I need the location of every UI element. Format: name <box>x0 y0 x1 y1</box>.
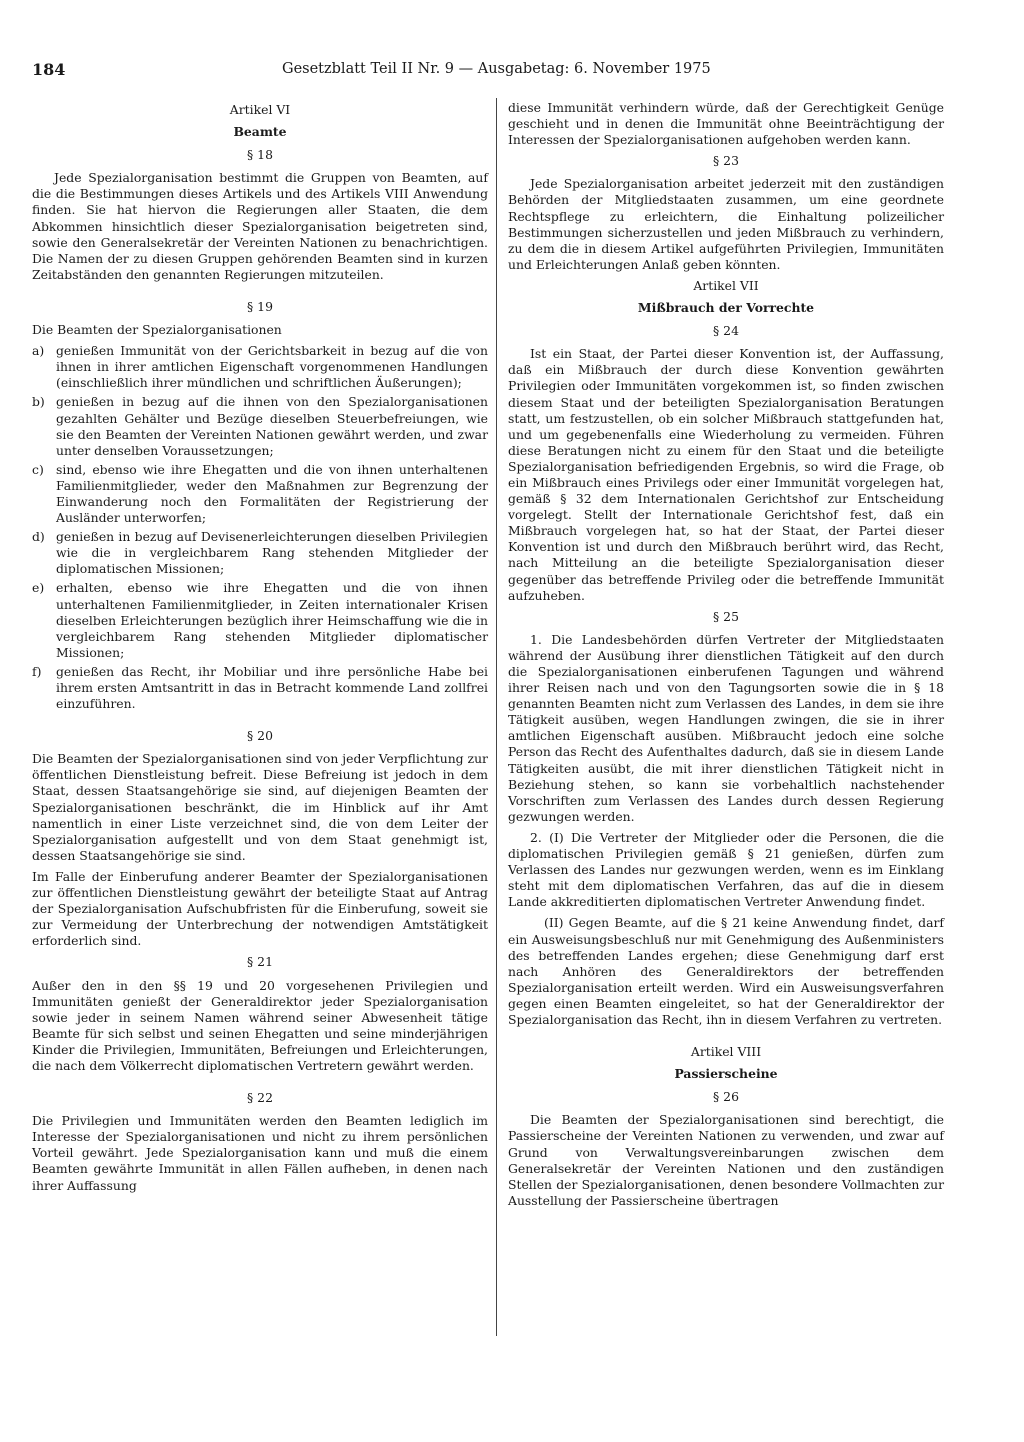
article-6-title: Beamte <box>233 124 287 140</box>
section-22-heading: § 22 <box>247 1090 273 1106</box>
section-20-paragraph-2: Im Falle der Einberufung anderer Beamter der Spezialorganisationen zur öffentlichen Dienstleistung gewährt der beteiligte Staat auf Antrag der Spezialorganisation Aufschubfristen für die Einberufung, soweit sie zur Vermeidung der Unterbrechung der notwendigen Amtstätigkeit erforderlich sind. <box>32 868 488 949</box>
section-20-heading: § 20 <box>247 728 273 744</box>
section-25-heading: § 25 <box>713 608 739 624</box>
list-item-text: genießen das Recht, ihr Mobiliar und ihre persönliche Habe bei ihrem ersten Amtsantritt in das in Betracht kommende Land zollfrei einzuführen. <box>56 663 488 712</box>
article-7-heading: Artikel VII <box>693 277 759 293</box>
section-23-heading: § 23 <box>713 153 739 169</box>
section-19-heading: § 19 <box>247 298 273 314</box>
list-item-label: c) <box>32 461 44 477</box>
list-item <box>32 462 488 526</box>
list-item <box>32 664 488 712</box>
section-24-heading: § 24 <box>713 323 739 339</box>
list-item <box>32 529 488 577</box>
article-8-title: Passierscheine <box>674 1066 778 1082</box>
section-25-paragraph-1: 1. Die Landesbehörden dürfen Vertreter der Mitgliedstaaten während der Ausübung ihrer dienstlichen Tätigkeit auf den durch die Spezialorganisationen einberufenen Tagungen und während ihrer Reisen nach und von den Tagungsorten sowie die in § 18 genannten Beamten nicht zum Verlassen des Landes, in dem sie ihre Tätigkeit ausüben, wegen Handlungen zwingen, die sie in ihrer amtlichen Eigenschaft ausüben. Mißbraucht jedoch eine solche Person das Recht des Aufenthaltes dadurch, daß sie in diesem Lande Tätigkeiten ausübt, die mit ihrer dienstlichen Tätigkeit nicht in Beziehung stehen, so kann sie vorbehaltlich nachstehender Vorschriften zum Verlassen des Landes durch dessen Regierung gezwungen werden. <box>508 631 944 824</box>
list-item-label: d) <box>32 529 45 545</box>
list-item-label: b) <box>32 394 45 410</box>
page-header <box>32 60 952 86</box>
section-22-text: Die Privilegien und Immunitäten werden den Beamten lediglich im Interesse der Spezialorganisationen und nicht zu ihrem persönlichen Vorteil gewährt. Jede Spezialorganisation kann und muß die einem Beamten gewährte Immunität in allen Fällen aufheben, in denen nach ihrer Auffassung <box>32 1113 488 1193</box>
list-item <box>32 343 488 391</box>
article-7-title: Mißbrauch der Vorrechte <box>637 300 815 316</box>
section-24-text: Ist ein Staat, der Partei dieser Konvention ist, der Auffassung, daß ein Mißbrauch der durch diese Konvention gewährten Privilegien oder Immunitäten vorgekommen ist, so finden zwischen diesem Staat und der beteiligten Spezialorganisation Beratungen statt, um festzustellen, ob ein solcher Mißbrauch stattgefunden hat, und um gegebenenfalls eine Wiederholung zu vermeiden. Führen diese Beratungen nicht zu einem für den Staat und die beteiligte Spezialorganisation befriedigenden Ergebnis, so wird die Frage, ob ein Mißbrauch eines Privilegs oder einer Immunität vorgelegen hat, gemäß § 32 dem Internationalen Gerichtshof zur Entscheidung vorgelegt. Stellt der Internationale Gerichtshof fest, daß ein Mißbrauch vorgelegen hat, so hat der Staat, der Partei dieser Konvention ist und durch den Mißbrauch berührt wird, das Recht, nach Mitteilung an die beteiligte Spezialorganisation dieser gegenüber das betreffende Privileg oder die betreffende Immunität aufzuheben. <box>508 346 944 603</box>
left-column <box>32 100 488 1199</box>
section-26-heading: § 26 <box>713 1089 739 1105</box>
list-item-text: sind, ebenso wie ihre Ehegatten und die von ihnen unterhaltenen Familienmitglieder, weder den Maßnahmen zur Begrenzung der Einwanderung noch den Formalitäten der Registrierung der Ausländer unterworfen; <box>56 461 488 526</box>
list-item-label: a) <box>32 343 45 359</box>
section-23-text: Jede Spezialorganisation arbeitet jederzeit mit den zuständigen Behörden der Mitgliedstaaten zusammen, um eine geordnete Rechtspflege zu erleichtern, die Einhaltung polizeilicher Bestimmungen sicherzustellen und jeden Mißbrauch zu verhindern, zu dem die in diesem Artikel aufgeführten Privilegien, Immunitäten und Erleichterungen Anlaß geben könnten. <box>508 176 944 272</box>
section-25-paragraph-3: (II) Gegen Beamte, auf die § 21 keine Anwendung findet, darf ein Ausweisungsbeschluß nur mit Genehmigung des Außenministers des betreffenden Landes ergehen; diese Genehmigung darf erst nach Anhören des Generaldirektors der betreffenden Spezialorganisation erteilt werden. Wird ein Ausweisungsverfahren gegen einen Beamten eingeleitet, so hat der Generaldirektor der Spezialorganisation das Recht, ihn in diesem Verfahren zu vertreten. <box>508 915 944 1027</box>
page-number: 184 <box>32 60 66 79</box>
list-item <box>32 580 488 660</box>
section-18-text: Jede Spezialorganisation bestimmt die Gruppen von Beamten, auf die die Bestimmungen dieses Artikels und des Artikels VIII Anwendung finden. Sie hat hiervon die Regierungen aller Staaten, die dem Abkommen hinsichtlich dieser Spezialorganisation beigetreten sind, sowie den Generalsekretär der Vereinten Nationen zu benachrichtigen. Die Namen der zu diesen Gruppen gehörenden Beamten sind in kurzen Zeitabständen den genannten Regierungen mitzuteilen. <box>32 170 488 282</box>
right-column <box>508 100 944 1214</box>
list-item-label: f) <box>32 663 42 679</box>
section-19-list <box>32 343 488 712</box>
section-19-intro: Die Beamten der Spezialorganisationen <box>32 322 282 338</box>
article-8-heading: Artikel VIII <box>690 1044 762 1060</box>
list-item-text: erhalten, ebenso wie ihre Ehegatten und die von ihnen unterhaltenen Familienmitglieder, in Zeiten internationaler Krisen dieselben Erleichterungen bezüglich ihrer Heimschaffung wie die in vergleichbarem Rang stehenden Mitglieder diplomatischer Missionen; <box>56 580 488 660</box>
section-21-heading: § 21 <box>247 954 273 970</box>
article-6-heading: Artikel VI <box>229 102 291 117</box>
section-25-paragraph-2: 2. (I) Die Vertreter der Mitglieder oder die Personen, die die diplomatischen Privilegien gemäß § 21 genießen, dürfen zum Verlassen des Landes nur gezwungen werden, wenn es im Einklang steht mit dem diplomatischen Verfahren, das auf die in diesem Lande akkreditierten diplomatischen Vertreter Anwendung findet. <box>508 829 944 910</box>
running-title: Gesetzblatt Teil II Nr. 9 — Ausgabetag: 6. November 1975 <box>282 61 711 77</box>
column-divider <box>496 98 497 1336</box>
list-item <box>32 394 488 458</box>
section-21-text: Außer den in den §§ 19 und 20 vorgesehenen Privilegien und Immunitäten genießt der Generaldirektor jeder Spezialorganisation sowie jeder in seinem Namen während seiner Abwesenheit tätige Beamte für sich selbst und seinen Ehegatten und seine minderjährigen Kinder die Privilegien, Immunitäten, Befreiungen und Erleichterungen, die nach dem Völkerrecht diplomatischen Vertretern gewährt werden. <box>32 977 488 1073</box>
section-20-paragraph-1: Die Beamten der Spezialorganisationen sind von jeder Verpflichtung zur öffentlichen Dienstleistung befreit. Diese Befreiung ist jedoch in dem Staat, dessen Staatsangehörige sie sind, auf diejenigen Beamten der Spezialorganisationen beschränkt, die im Hinblick auf ihr Amt namentlich in einer Liste verzeichnet sind, die von dem Leiter der Spezialorganisation aufgestellt und von dem Staat genehmigt ist, dessen Staatsangehörige sie sind. <box>32 751 488 863</box>
list-item-text: genießen in bezug auf die ihnen von den Spezialorganisationen gezahlten Gehälter und Bezüge dieselben Steuerbefreiungen, wie sie den Beamten der Vereinten Nationen gewährt werden, und zwar unter denselben Voraussetzungen; <box>56 394 488 458</box>
section-22-continued: diese Immunität verhindern würde, daß der Gerechtigkeit Genüge geschieht und in denen die Immunität ohne Beeinträchtigung der Interessen der Spezialorganisationen aufgehoben werden kann. <box>508 100 944 148</box>
list-item-text: genießen in bezug auf Devisenerleichterungen dieselben Privilegien wie die in vergleichbarem Rang stehenden Mitglieder der diplomatischen Missionen; <box>56 529 488 577</box>
list-item-text: genießen Immunität von der Gerichtsbarkeit in bezug auf die von ihnen in ihrer amtlichen Eigenschaft vorgenommenen Handlungen (einschließlich ihrer mündlichen und schriftlichen Äußerungen); <box>56 343 488 391</box>
section-26-text: Die Beamten der Spezialorganisationen sind berechtigt, die Passierscheine der Vereinten Nationen zu verwenden, und zwar auf Grund von Verwaltungsvereinbarungen zwischen dem Generalsekretär der Vereinten Nationen und den zuständigen Stellen der Spezialorganisationen, denen besondere Vollmachten zur Ausstellung der Passierscheine übertragen <box>508 1112 944 1208</box>
list-item-label: e) <box>32 580 45 596</box>
section-18-heading: § 18 <box>247 147 273 163</box>
